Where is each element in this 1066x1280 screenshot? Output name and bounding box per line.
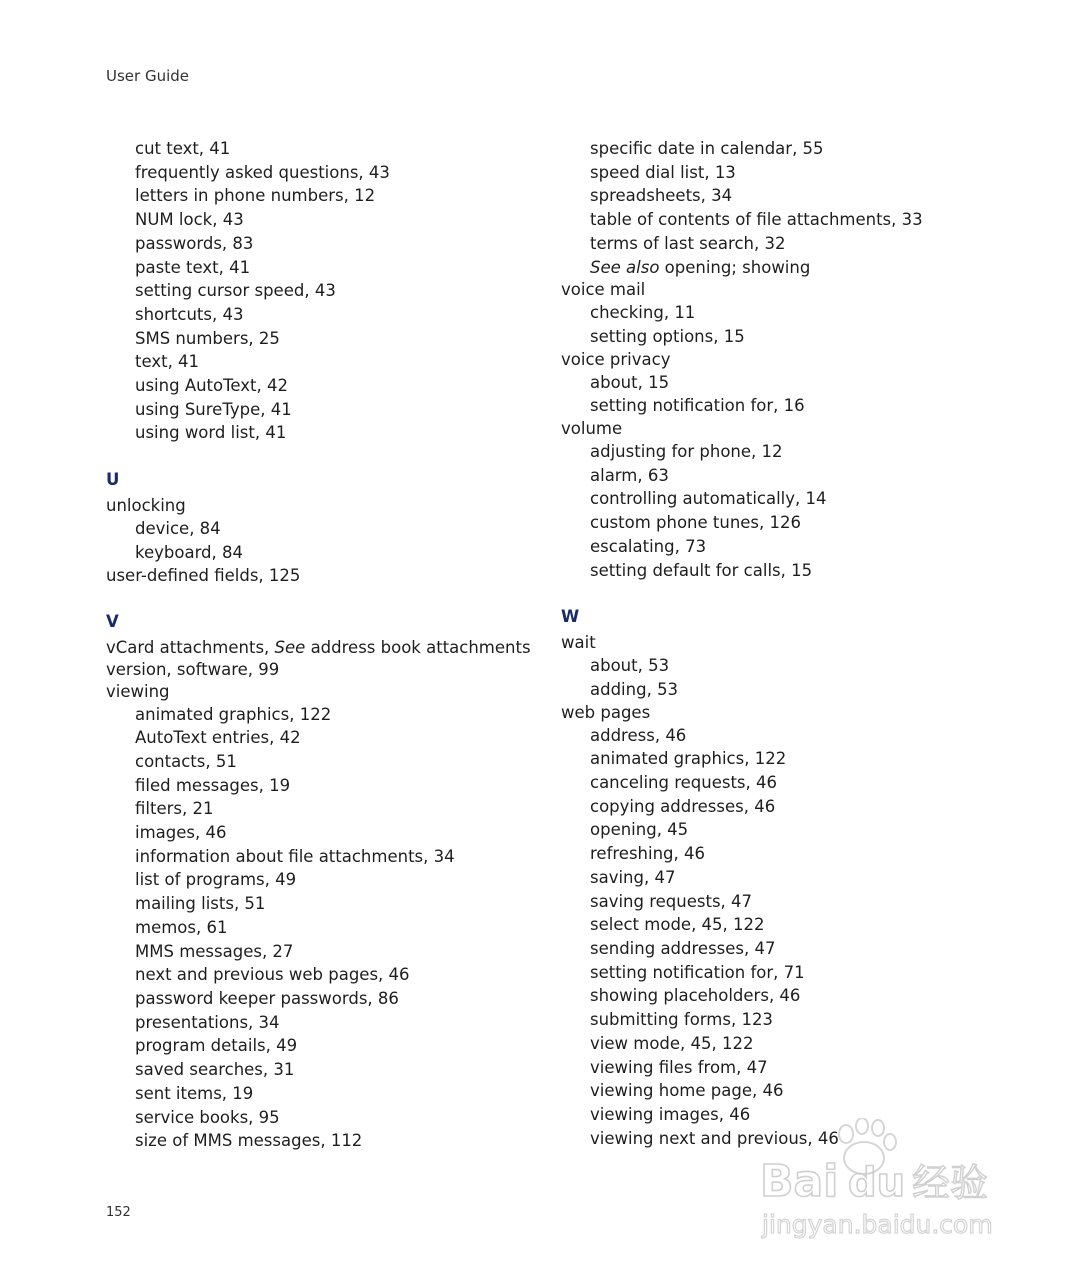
index-subentry: adjusting for phone, 12 [590, 442, 783, 462]
index-subentry: showing placeholders, 46 [590, 986, 801, 1006]
index-entry: user-defined fields, 125 [106, 565, 301, 585]
index-subentry: setting options, 15 [590, 326, 745, 346]
index-subentry: escalating, 73 [590, 536, 707, 556]
index-subentry: animated graphics, 122 [135, 704, 332, 724]
baidu-watermark-logo [752, 1118, 1012, 1248]
running-header: User Guide [106, 67, 190, 85]
index-subentry: adding, 53 [590, 679, 679, 699]
index-subentry: information about file attachments, 34 [135, 846, 455, 866]
index-subentry [561, 256, 1031, 280]
index-subentry: saved searches, 31 [135, 1060, 295, 1080]
index-subentry: program details, 49 [135, 1036, 298, 1056]
index-subentry: table of contents of file attachments, 33 [590, 210, 923, 230]
svg-text:du: du [848, 1160, 906, 1206]
index-subentry: keyboard, 84 [135, 542, 244, 562]
index-subentry: using AutoText, 42 [135, 376, 288, 396]
index-subentry: images, 46 [135, 823, 227, 843]
index-subentry: about, 53 [590, 656, 670, 676]
see-reference: See [274, 637, 306, 657]
index-subentry: setting notification for, 16 [590, 396, 805, 416]
index-subentry: cut text, 41 [135, 139, 231, 158]
svg-text:Bai: Bai [760, 1156, 839, 1207]
index-subentry: specific date in calendar, 55 [590, 139, 824, 158]
index-subentry: passwords, 83 [135, 233, 254, 253]
index-subentry: SMS numbers, 25 [135, 328, 280, 348]
index-column-left [106, 137, 546, 1153]
index-subentry: viewing images, 46 [590, 1104, 751, 1124]
index-subentry: viewing next and previous, 46 [590, 1128, 839, 1148]
index-subentry: filed messages, 19 [135, 775, 291, 795]
index-subentry: using word list, 41 [135, 423, 287, 443]
index-subentry: submitting forms, 123 [590, 1010, 773, 1030]
index-subentry: view mode, 45, 122 [590, 1033, 754, 1053]
index-subentry: alarm, 63 [590, 465, 669, 485]
index-subentry: controlling automatically, 14 [590, 489, 827, 509]
index-letter-heading: U [106, 470, 120, 490]
index-entry-text: vCard attachments, [106, 637, 275, 657]
index-entry: volume [561, 419, 623, 439]
index-subentry: list of programs, 49 [135, 870, 297, 890]
index-subentry: AutoText entries, 42 [135, 728, 301, 748]
index-entry: unlocking [106, 496, 186, 516]
index-subentry: mailing lists, 51 [135, 894, 266, 914]
index-subentry: contacts, 51 [135, 751, 237, 771]
index-subentry: letters in phone numbers, 12 [135, 186, 376, 206]
index-entry: viewing [106, 681, 170, 701]
page-number: 152 [106, 1205, 131, 1220]
index-entry-text: opening; showing [659, 257, 811, 277]
index-entry: wait [561, 633, 596, 653]
index-subentry: shortcuts, 43 [135, 304, 244, 324]
index-subentry: animated graphics, 122 [590, 749, 787, 769]
index-subentry: MMS messages, 27 [135, 941, 294, 961]
index-subentry: saving requests, 47 [590, 891, 753, 911]
index-subentry: size of MMS messages, 112 [135, 1131, 363, 1151]
svg-text:经验: 经验 [912, 1161, 989, 1205]
index-subentry: filters, 21 [135, 799, 214, 819]
index-letter-heading: V [106, 611, 119, 631]
index-subentry: about, 15 [590, 372, 670, 392]
index-subentry: sent items, 19 [135, 1083, 254, 1103]
see-reference: See also [590, 257, 660, 277]
index-subentry: service books, 95 [135, 1107, 280, 1127]
watermark-url: jingyan.baidu.com [762, 1210, 993, 1239]
index-subentry: NUM lock, 43 [135, 210, 244, 230]
index-subentry: paste text, 41 [135, 257, 251, 277]
index-entry: voice mail [561, 280, 646, 300]
index-subentry: spreadsheets, 34 [590, 186, 733, 206]
index-entry-text: address book attachments [305, 637, 531, 657]
index-entry: voice privacy [561, 349, 671, 369]
index-subentry: refreshing, 46 [590, 844, 706, 864]
index-letter-heading: W [561, 607, 580, 627]
index-subentry: next and previous web pages, 46 [135, 965, 410, 985]
index-subentry: text, 41 [135, 352, 200, 372]
index-subentry: device, 84 [135, 519, 221, 539]
index-entry: web pages [561, 702, 651, 722]
index-subentry: using SureType, 41 [135, 399, 292, 419]
index-subentry: sending addresses, 47 [590, 938, 776, 958]
index-column-right [561, 137, 1031, 1150]
index-subentry: setting notification for, 71 [590, 962, 805, 982]
index-entry: version, software, 99 [106, 659, 280, 679]
index-subentry: setting default for calls, 15 [590, 560, 813, 580]
index-subentry: select mode, 45, 122 [590, 915, 765, 935]
index-subentry: viewing home page, 46 [590, 1081, 784, 1101]
index-subentry: terms of last search, 32 [590, 233, 786, 253]
index-entry [106, 637, 546, 659]
index-subentry: canceling requests, 46 [590, 773, 778, 793]
index-subentry: frequently asked questions, 43 [135, 162, 390, 182]
index-subentry: address, 46 [590, 725, 687, 745]
index-subentry: memos, 61 [135, 917, 228, 937]
index-subentry: viewing files from, 47 [590, 1057, 768, 1077]
index-subentry: copying addresses, 46 [590, 796, 776, 816]
index-subentry: speed dial list, 13 [590, 162, 736, 182]
index-subentry: presentations, 34 [135, 1012, 280, 1032]
index-subentry: opening, 45 [590, 820, 689, 840]
index-subentry: setting cursor speed, 43 [135, 281, 336, 301]
index-subentry: custom phone tunes, 126 [590, 513, 802, 533]
index-subentry: saving, 47 [590, 867, 676, 887]
index-subentry: checking, 11 [590, 303, 696, 323]
index-subentry: password keeper passwords, 86 [135, 988, 399, 1008]
